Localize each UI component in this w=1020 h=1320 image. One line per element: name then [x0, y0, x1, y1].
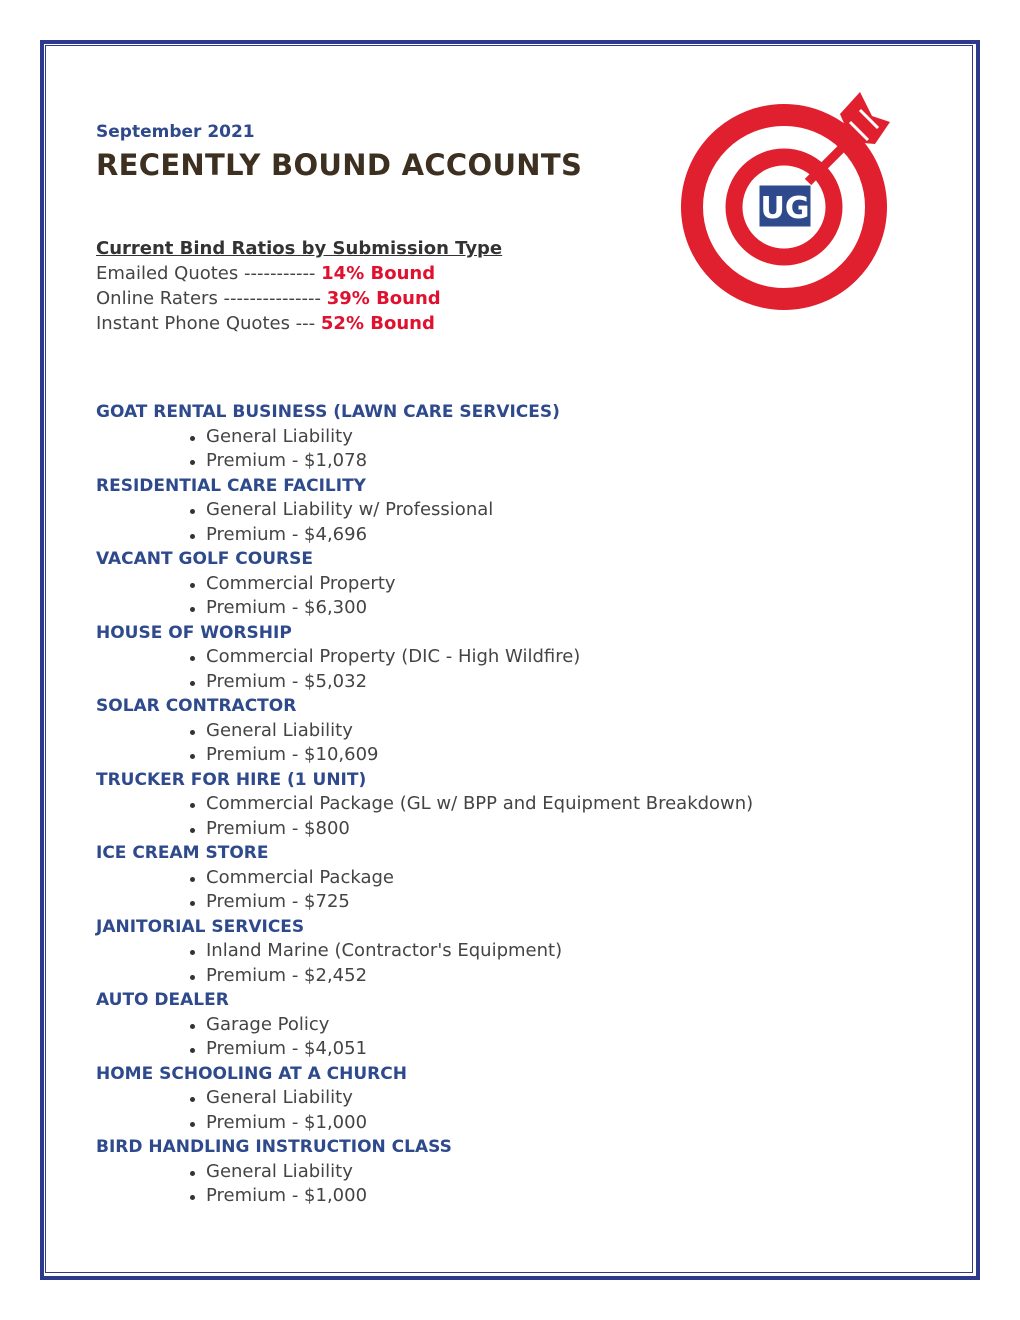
bind-ratio-label: Online Raters --------------- [96, 288, 327, 309]
account-premium: Premium - $4,051 [188, 1037, 916, 1062]
account-details [96, 792, 916, 841]
account-entry [96, 988, 916, 1062]
account-coverage: Commercial Package (GL w/ BPP and Equipment Breakdown) [188, 792, 916, 817]
account-entry [96, 547, 916, 621]
account-coverage: Commercial Package [188, 866, 916, 891]
bind-ratio-value: 39% Bound [326, 288, 441, 309]
account-premium: Premium - $725 [188, 890, 916, 915]
bind-ratio-row [96, 261, 502, 286]
account-coverage: General Liability [188, 1086, 916, 1111]
account-name: GOAT RENTAL BUSINESS (LAWN CARE SERVICES) [96, 402, 560, 422]
account-entry [96, 841, 916, 915]
account-details [96, 1160, 916, 1209]
account-name: VACANT GOLF COURSE [96, 549, 313, 569]
bind-ratio-value: 52% Bound [320, 313, 435, 334]
account-entry [96, 768, 916, 842]
account-coverage: Garage Policy [188, 1013, 916, 1038]
account-details [96, 939, 916, 988]
issue-date: September 2021 [96, 122, 255, 142]
account-premium: Premium - $800 [188, 817, 916, 842]
account-coverage: General Liability [188, 1160, 916, 1185]
accounts-list [96, 400, 916, 1209]
account-entry [96, 915, 916, 989]
account-coverage: Commercial Property (DIC - High Wildfire) [188, 645, 916, 670]
account-coverage: Commercial Property [188, 572, 916, 597]
account-name: JANITORIAL SERVICES [96, 916, 305, 937]
logo-text: UG [760, 191, 810, 226]
account-name: RESIDENTIAL CARE FACILITY [96, 475, 366, 496]
account-premium: Premium - $2,452 [188, 964, 916, 989]
account-premium: Premium - $10,609 [188, 743, 916, 768]
account-details [96, 866, 916, 915]
account-coverage: Inland Marine (Contractor's Equipment) [188, 939, 916, 964]
account-premium: Premium - $5,032 [188, 670, 916, 695]
account-entry [96, 1135, 916, 1209]
account-details [96, 645, 916, 694]
account-details [96, 425, 916, 474]
account-premium: Premium - $1,000 [188, 1184, 916, 1209]
bind-ratios [96, 236, 502, 336]
account-name: HOUSE OF WORSHIP [96, 622, 292, 643]
account-name: AUTO DEALER [96, 990, 229, 1010]
account-name: SOLAR CONTRACTOR [96, 696, 297, 716]
account-name: TRUCKER FOR HIRE (1 UNIT) [96, 769, 367, 790]
account-coverage: General Liability [188, 719, 916, 744]
account-entry [96, 1062, 916, 1136]
account-details [96, 1086, 916, 1135]
account-coverage: General Liability w/ Professional [188, 498, 916, 523]
bind-ratio-row [96, 286, 502, 311]
account-details [96, 498, 916, 547]
target-logo-icon [680, 84, 910, 314]
bind-ratio-row [96, 311, 502, 336]
account-details [96, 719, 916, 768]
account-details [96, 1013, 916, 1062]
bind-ratios-heading: Current Bind Ratios by Submission Type [96, 238, 503, 259]
account-entry [96, 474, 916, 548]
page-title: RECENTLY BOUND ACCOUNTS [96, 148, 583, 182]
account-premium: Premium - $6,300 [188, 596, 916, 621]
account-entry [96, 694, 916, 768]
account-entry [96, 621, 916, 695]
bind-ratio-label: Instant Phone Quotes --- [96, 313, 321, 334]
account-premium: Premium - $4,696 [188, 523, 916, 548]
account-entry [96, 400, 916, 474]
account-premium: Premium - $1,000 [188, 1111, 916, 1136]
account-name: BIRD HANDLING INSTRUCTION CLASS [96, 1137, 452, 1157]
account-name: ICE CREAM STORE [96, 843, 269, 863]
account-details [96, 572, 916, 621]
bind-ratio-label: Emailed Quotes ----------- [96, 263, 322, 284]
account-name: HOME SCHOOLING AT A CHURCH [96, 1063, 407, 1084]
account-premium: Premium - $1,078 [188, 449, 916, 474]
bind-ratio-value: 14% Bound [321, 263, 436, 284]
account-coverage: General Liability [188, 425, 916, 450]
